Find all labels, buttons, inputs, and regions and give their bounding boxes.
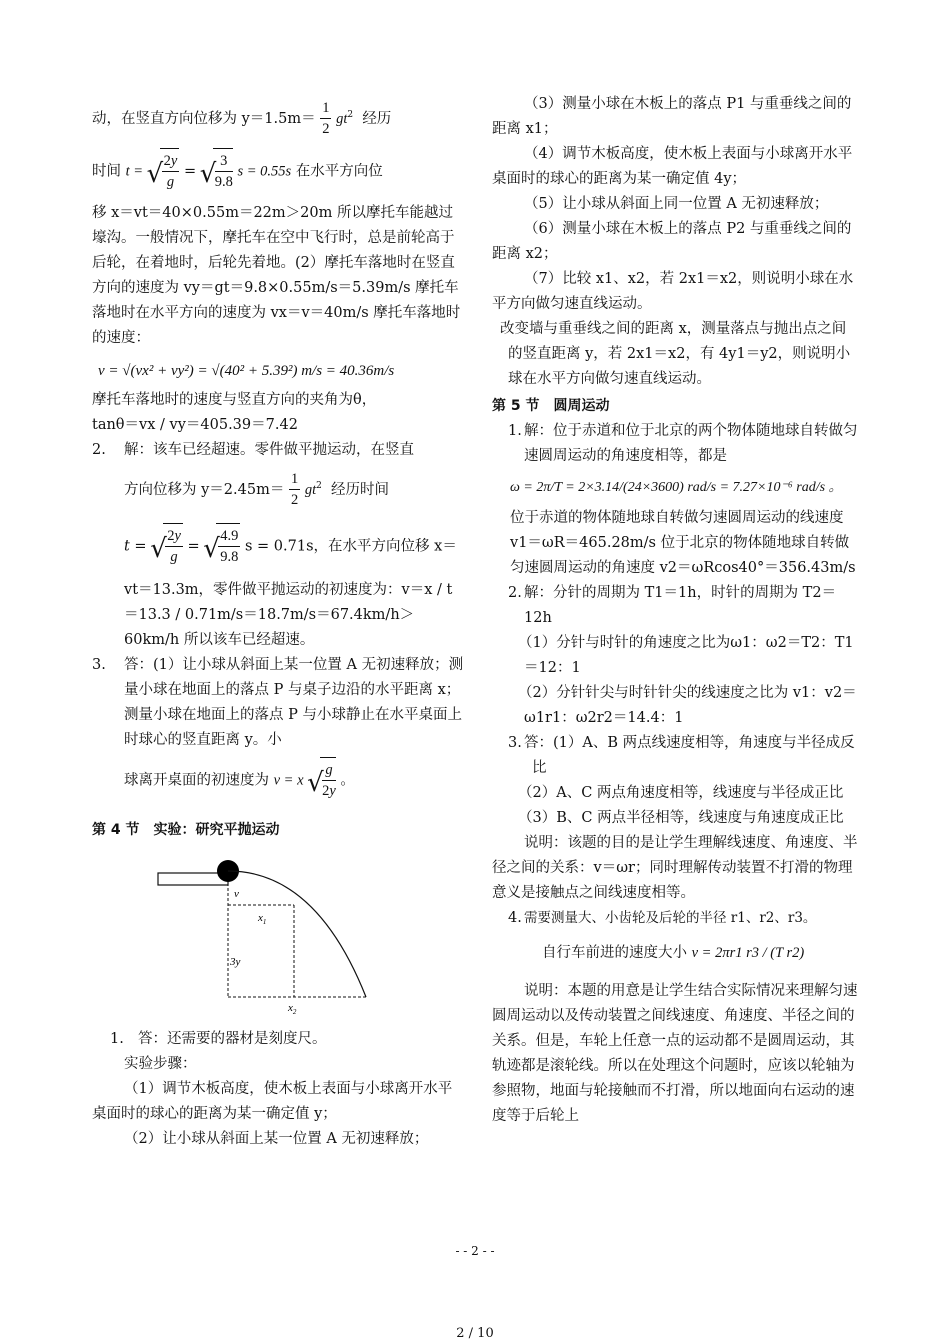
paragraph: 解：位于赤道和位于北京的两个物体随地球自转做匀速圆周运动的角速度相等，都是 (524, 423, 858, 464)
table-edge (158, 873, 228, 885)
text-line (492, 941, 860, 965)
fraction-half: $\frac{1}{2}$ (290, 471, 299, 509)
section-heading: 第 4 节 实验：研究平抛运动 (92, 821, 280, 838)
item-number: 2. (92, 441, 106, 458)
paragraph: 改变墙与重垂线之间的距离 x，测量落点与抛出点之间的竖直距离 y，若 2x1＝x2，有 4y1＝y2，则说明小球在水平方向做匀速直线运动。 (500, 321, 851, 387)
item-number: 1. (110, 1030, 124, 1047)
item-number: 3. (92, 656, 106, 673)
page-mark: - - 2 - - (455, 1244, 495, 1258)
formula-velocity: v = √(vx² + vy²) = √(40² + 5.39²) m/s = 40.36m/s (98, 362, 395, 379)
text-line: t = √ $\frac{2y}{g}$ = √ $\frac{4.9}{9.8}$ s = 0.71s，在水平方向位移 x＝ (124, 523, 464, 570)
sqrt-g-2y: √ $\frac{g}{2y}$ (320, 757, 336, 804)
text: 自行车前进的速度大小 (542, 945, 687, 961)
formula-omega: ω = 2π/T = 2×3.14/(24×3600) rad/s = 7.27×10⁻⁶ rad/s 。 (510, 480, 843, 495)
text-line: 动，在竖直方向位移为 y＝1.5m＝ $\frac{1}{2}$ $gt^2$ 经历 (92, 100, 392, 138)
paragraph: vt＝13.3m，零件做平抛运动的初速度为：v＝x / t＝13.3 / 0.71m/s＝18.7m/s＝67.4km/h＞60km/h 所以该车已经超速。 (124, 581, 453, 648)
text: 时间 (92, 163, 121, 180)
text: 经历 (362, 110, 392, 127)
text: 在水平方向位 (295, 163, 383, 180)
label-3y: 3y (230, 955, 241, 968)
answer-2 (92, 438, 464, 653)
formula-gt2: gt (304, 481, 317, 498)
paragraph: 答：(1）A、B 两点线速度相等，角速度与半径成反比 (524, 735, 855, 776)
paragraph: （1）分针与时针的角速度之比为ω1：ω2＝T2：T1＝12：1 (518, 635, 854, 676)
paragraph: （6）测量小球在木板上的落点 P2 与重垂线之间的距离 x2； (492, 221, 852, 262)
paragraph: 答：(1）让小球从斜面上某一位置 A 无初速释放；测量小球在地面上的落点 P 与桌子边沿的水平距离 x；测量小球在地面上的落点 P 与小球静止在水平桌面上时球心的竖直距离 y。小 (124, 656, 464, 748)
text: 动，在竖直方向位移为 y＝1.5m＝ (92, 110, 316, 127)
text: 。 (340, 772, 355, 789)
formula-value: s = 0.55s (237, 163, 292, 180)
experiment-answer-1 (92, 1027, 464, 1077)
text: 球离开桌面的初速度为 (124, 772, 269, 789)
circle-answer-4 (492, 906, 860, 931)
sqrt-2y-g: √ $\frac{2y}{g}$ (160, 148, 180, 195)
paragraph: 答：还需要的器材是刻度尺。 (138, 1030, 327, 1047)
text: 经历时间 (331, 481, 390, 498)
item-number: 2. (508, 585, 522, 601)
label-v: v (234, 887, 239, 900)
left-column (92, 92, 464, 1152)
paragraph: （5）让小球从斜面上同一位置 A 无初速释放； (524, 196, 829, 212)
formula-v: v = x (273, 772, 304, 789)
paragraph: 说明：本题的用意是让学生结合实际情况来理解匀速圆周运动以及传动装置之间线速度、角速度、半径之间的关系。但是，车轮上任意一点的运动都不是圆周运动，其轨迹都是滚轮线。所以在处理这个问题时，应该以轮轴为参照物，地面与轮接触而不打滑，所以地面向右运动的速度等于后轮上 (492, 983, 858, 1124)
label-x2: $x_2$ (288, 1001, 297, 1016)
item-number: 3. (508, 735, 522, 751)
paragraph: 解：分针的周期为 T1＝1h，时针的周期为 T2＝12h (524, 585, 837, 626)
label-x1: $x_1$ (258, 911, 267, 926)
paragraph: 移 x＝vt＝40×0.55m＝22m＞20m 所以摩托车能越过壕沟。一般情况下，摩托车在空中飞行时，总是前轮高于后轮，在着地时，后轮先着地。(2）摩托车落地时在竖直方向的速度为 vy＝gt＝9.8×0.55m/s＝5.39m/s 摩托车落地时在水平方向的速度为 vx＝v＝40m/s 摩托车落地时的速度： (92, 204, 461, 346)
paragraph: （2）让小球从斜面上某一位置 A 无初速释放； (124, 1130, 429, 1147)
paragraph: （7）比较 x1、x2，若 2x1＝x2，则说明小球在水平方向做匀速直线运动。 (492, 271, 854, 312)
item-number: 1. (508, 423, 522, 439)
circle-answer-1 (492, 419, 860, 469)
paragraph: tanθ＝vx / vy＝405.39＝7.42 (92, 416, 298, 433)
item-number: 4. (508, 910, 522, 926)
section-heading: 第 5 节 圆周运动 (492, 398, 610, 414)
projectile-diagram (156, 851, 396, 1019)
formula-gt2: gt (336, 110, 348, 127)
fraction-half: $\frac{1}{2}$ (322, 100, 330, 138)
paragraph: （1）调节木板高度，使木板上表面与小球离开水平桌面时的球心的距离为某一确定值 y； (92, 1080, 453, 1122)
paragraph: 位于赤道的物体随地球自转做匀速圆周运动的线速度 v1＝ωR＝465.28m/s 位于北京的物体随地球自转做匀速圆周运动的角速度 v2＝ωRcos40°＝356.43m/s (510, 510, 856, 576)
text: 方向位移为 y＝2.45m＝ (124, 481, 285, 498)
sqrt-49-98: √ $\frac{4.9}{9.8}$ (216, 523, 240, 570)
formula-t: t = (125, 163, 144, 180)
paragraph: （2）A、C 两点角速度相等，线速度与半径成正比 (518, 785, 844, 801)
right-column (492, 92, 860, 1129)
circle-answer-2 (492, 581, 860, 631)
trajectory-curve (228, 871, 366, 997)
paragraph: 解：该车已经超速。零件做平抛运动，在竖直 (124, 441, 414, 458)
paragraph: 摩托车落地时的速度与竖直方向的夹角为θ， (92, 391, 377, 408)
sqrt-3-98: √ $\frac{3}{9.8}$ (213, 148, 233, 195)
text-line: 时间 t = √ $\frac{2y}{g}$ = √ $\frac{3}{9.8}$ s = 0.55s 在水平方向位 (92, 148, 464, 195)
text-line (124, 757, 464, 804)
text-line: 方向位移为 y＝2.45m＝ $\frac{1}{2}$ $gt^2$ 经历时间 (124, 471, 390, 509)
paragraph: （2）分针针尖与时针针尖的线速度之比为 v1：v2＝ω1r1：ω2r2＝14.4：1 (518, 685, 857, 726)
paragraph: （3）测量小球在木板上的落点 P1 与重垂线之间的距离 x1； (492, 96, 852, 137)
formula-bike-speed: v = 2πr1 r3 / (T r2) (691, 945, 805, 961)
paragraph: 说明：该题的目的是让学生理解线速度、角速度、半径之间的关系：v＝ωr；同时理解传动装置不打滑的物理意义是接触点之间线速度相等。 (492, 835, 858, 901)
page-count: 2 / 10 (456, 1326, 494, 1341)
text: s = 0.71s，在水平方向位移 x＝ (245, 538, 457, 555)
answer-3 (92, 653, 464, 804)
circle-answer-3 (492, 731, 860, 781)
paragraph: （4）调节木板高度，使木板上表面与小球离开水平桌面时的球心的距离为某一确定值 4y； (492, 146, 853, 187)
paragraph: 需要测量大、小齿轮及后轮的半径 r1、r2、r3。 (524, 910, 817, 926)
sqrt-2y-g: √ $\frac{2y}{g}$ (163, 523, 183, 570)
paragraph: （3）B、C 两点半径相等，线速度与角速度成正比 (518, 810, 844, 826)
paragraph: 实验步骤： (124, 1055, 197, 1072)
